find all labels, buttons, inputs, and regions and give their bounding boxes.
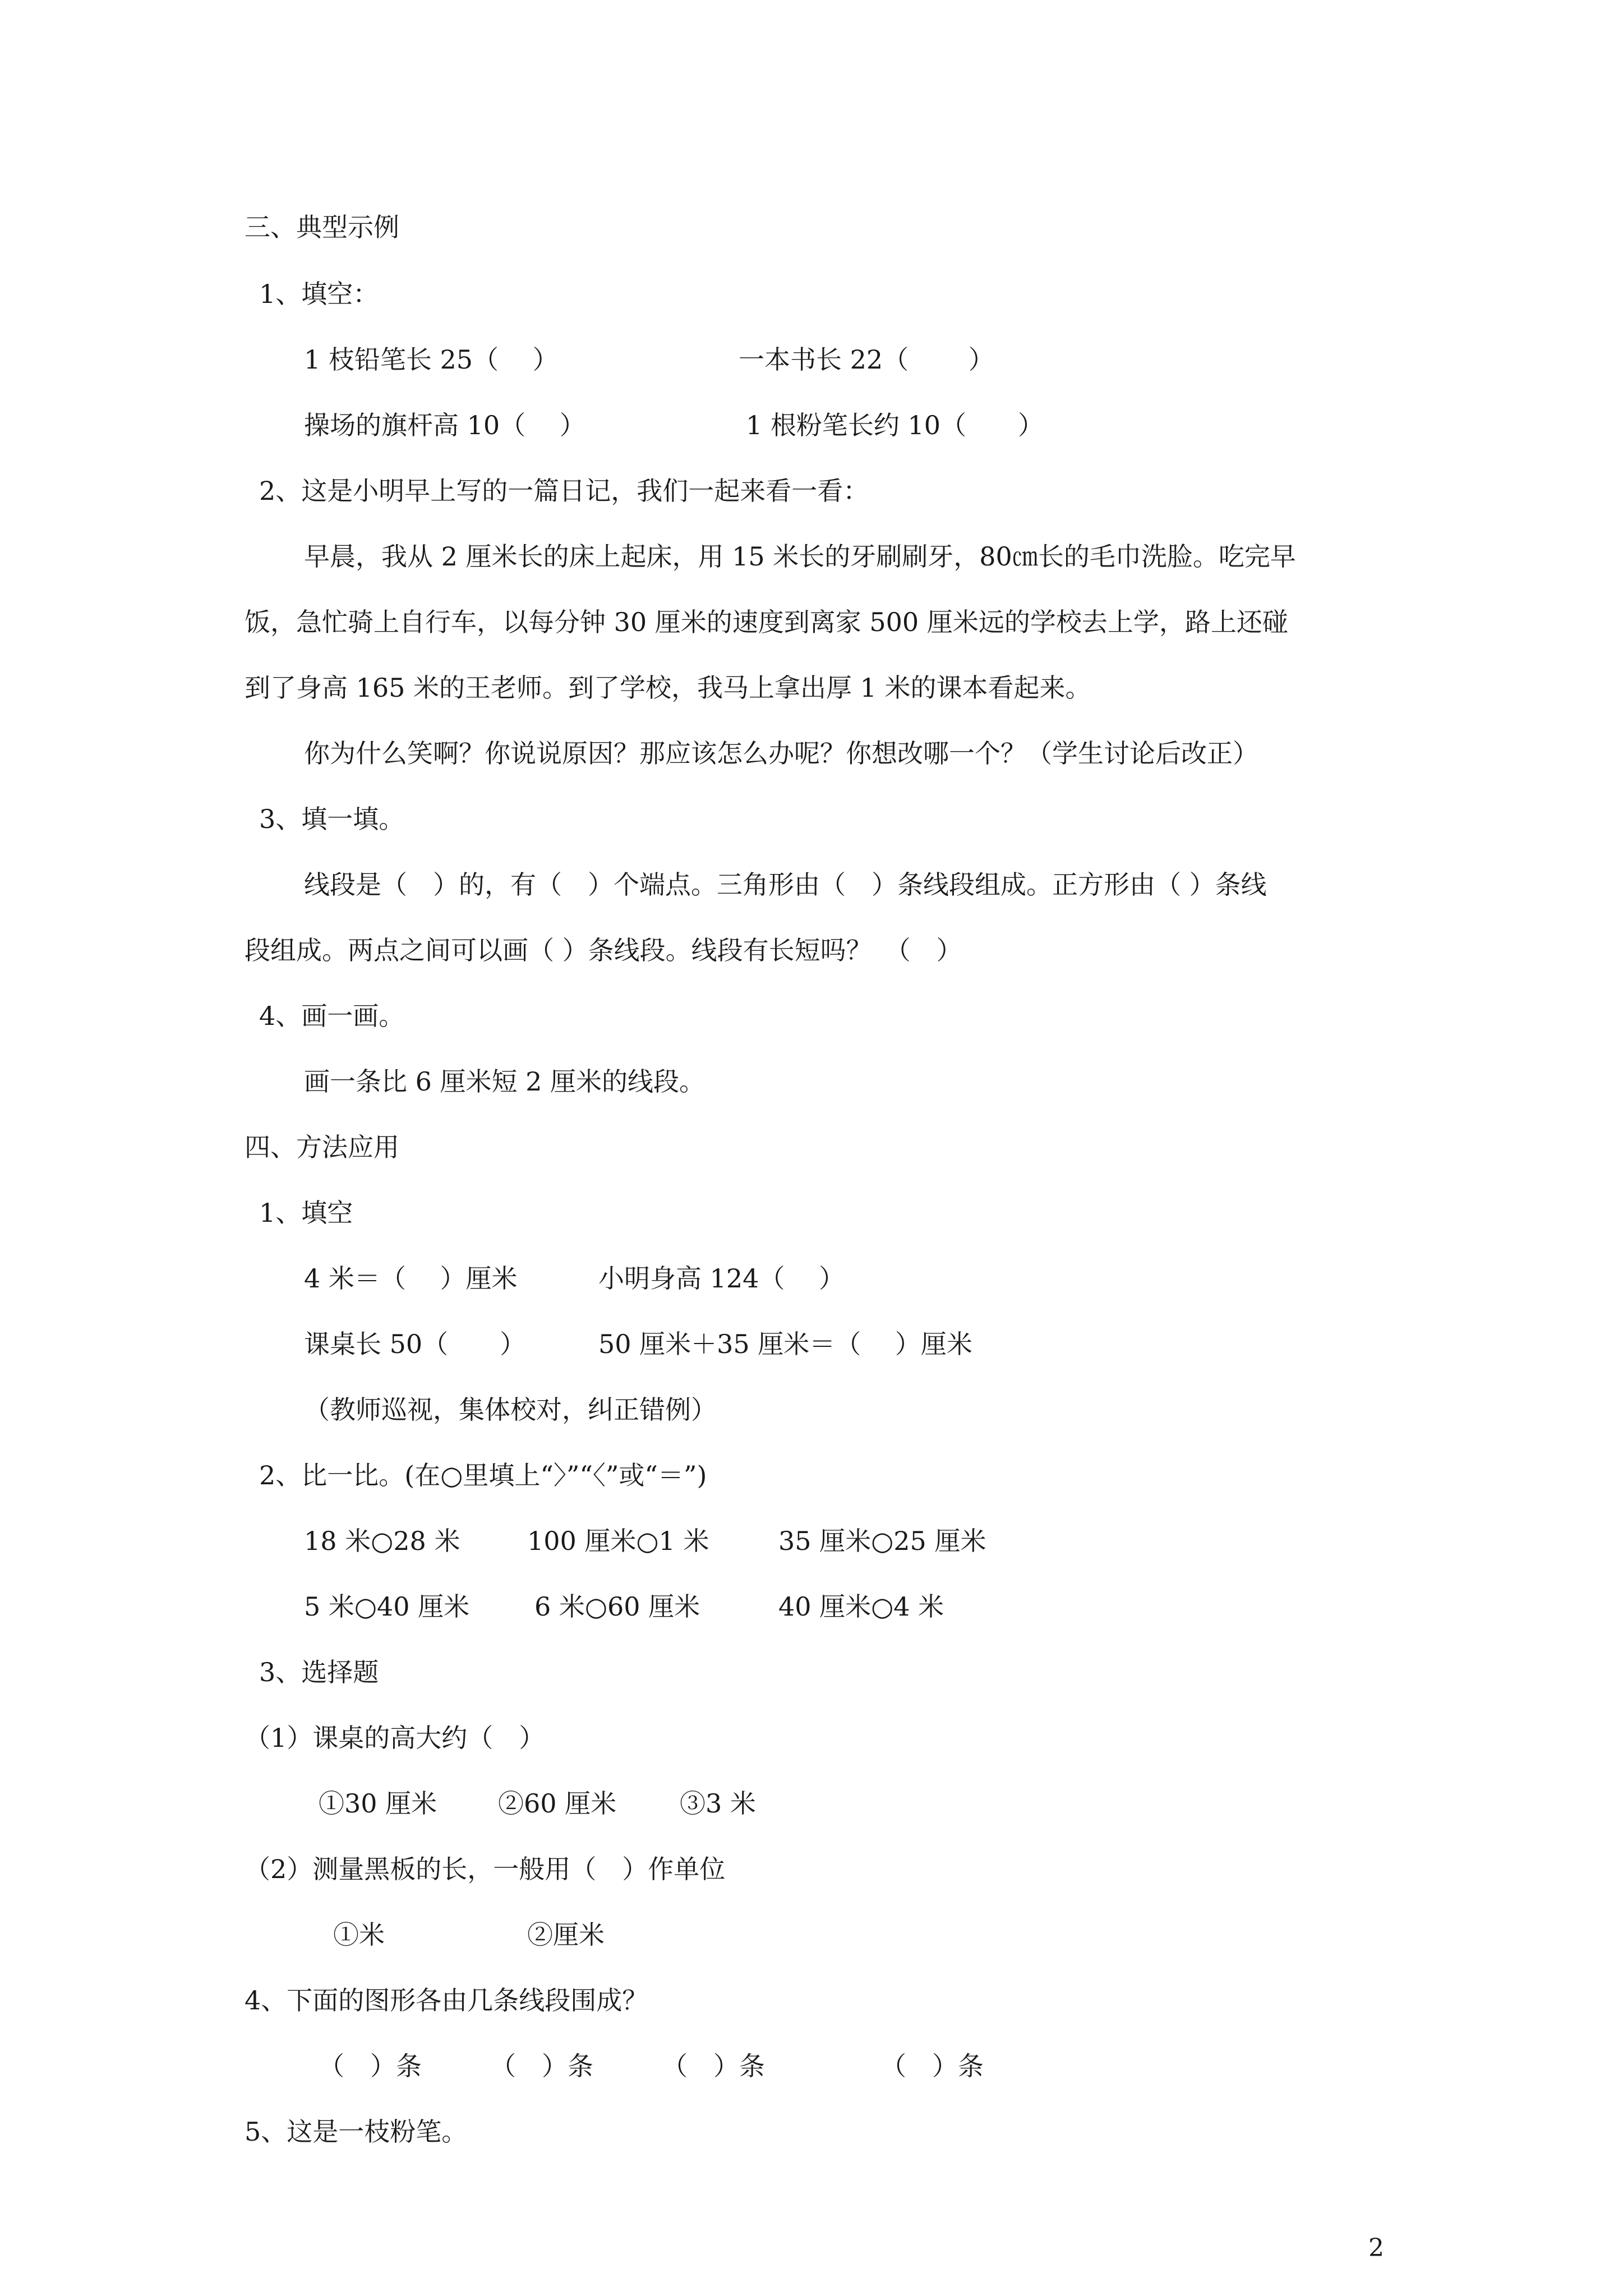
s3-q3-title: 3、填一填。	[259, 804, 405, 834]
s3-q2-line-1: 早晨，我从 2 厘米长的床上起床，用 15 米长的牙刷刷牙，80㎝长的毛巾洗脸。吃完早	[304, 541, 1296, 572]
s4-q2-item-6: 40 厘米○4 米	[778, 1591, 944, 1622]
s4-q4-title: 4、下面的图形各由几条线段围成？	[245, 1985, 648, 2016]
s3-q2-title: 2、这是小明早上写的一篇日记，我们一起来看一看：	[259, 476, 869, 506]
s4-q1-item-4: 50 厘米＋35 厘米＝（ ）厘米	[598, 1329, 972, 1359]
s4-q3-sub2-option-1: ①米	[333, 1920, 385, 1950]
s3-q4-title: 4、画一画。	[259, 1001, 405, 1031]
s3-q2-question: 你为什么笑啊？你说说原因？那应该怎么办呢？你想改哪一个？（学生讨论后改正）	[304, 738, 1258, 769]
s4-q3-sub1-option-2: ②60 厘米	[498, 1788, 617, 1819]
s4-q2-item-4: 5 米○40 厘米	[304, 1591, 470, 1622]
s4-q2-item-5: 6 米○60 厘米	[534, 1591, 700, 1622]
s4-q4-item-3: （ ）条	[662, 2051, 765, 2081]
s3-q1-item-4: 1 根粉笔长约 10（ ）	[746, 410, 1044, 440]
s3-q1-title: 1、填空：	[259, 279, 379, 309]
page-number: 2	[1368, 2234, 1384, 2262]
s4-q3-sub1-option-1: ①30 厘米	[319, 1788, 437, 1819]
s3-q1-item-3: 操场的旗杆高 10（ ）	[304, 410, 585, 440]
s4-q4-item-2: （ ）条	[490, 2051, 593, 2081]
s4-q2-title: 2、比一比。(在○里填上“〉”“〈”或“＝”)	[259, 1460, 707, 1490]
s4-q3-sub1: （1）课桌的高大约（ ）	[245, 1723, 545, 1753]
s3-q2-line-2: 饭，急忙骑上自行车，以每分钟 30 厘米的速度到离家 500 厘米远的学校去上学，路上还碰	[245, 607, 1288, 637]
s3-q2-line-3: 到了身高 165 米的王老师。到了学校，我马上拿出厚 1 米的课本看起来。	[245, 673, 1091, 703]
s4-q3-title: 3、选择题	[259, 1657, 379, 1687]
s4-q3-sub1-option-3: ③3 米	[680, 1788, 756, 1819]
s4-q2-item-3: 35 厘米○25 厘米	[778, 1526, 986, 1556]
s4-q2-item-1: 18 米○28 米	[304, 1526, 460, 1556]
s4-q3-sub2: （2）测量黑板的长，一般用（ ）作单位	[245, 1854, 726, 1884]
s4-q5-title: 5、这是一枝粉笔。	[245, 2116, 468, 2147]
s3-q1-item-2: 一本书长 22（ ）	[739, 344, 994, 375]
s4-q1-title: 1、填空	[259, 1198, 353, 1228]
s4-q1-item-2: 小明身高 124（ ）	[598, 1263, 845, 1294]
s4-q4-item-1: （ ）条	[319, 2051, 422, 2081]
s3-q3-line-1: 线段是（ ）的，有（ ）个端点。三角形由（ ）条线段组成。正方形由（ ）条线	[304, 869, 1267, 900]
section-3-title: 三、典型示例	[245, 212, 399, 242]
s4-q1-note: （教师巡视，集体校对，纠正错例）	[304, 1395, 717, 1425]
s4-q1-item-3: 课桌长 50（ ）	[304, 1329, 526, 1359]
s4-q4-item-4: （ ）条	[880, 2051, 984, 2081]
s3-q1-item-1: 1 枝铅笔长 25（ ）	[304, 344, 559, 375]
s3-q4-text: 画一条比 6 厘米短 2 厘米的线段。	[304, 1066, 706, 1097]
s4-q1-item-1: 4 米＝（ ）厘米	[304, 1263, 518, 1294]
section-4-title: 四、方法应用	[245, 1132, 399, 1162]
s4-q3-sub2-option-2: ②厘米	[527, 1920, 605, 1950]
s3-q3-line-2: 段组成。两点之间可以画（ ）条线段。线段有长短吗？ （ ）	[245, 935, 962, 965]
s4-q2-item-2: 100 厘米○1 米	[527, 1526, 709, 1556]
